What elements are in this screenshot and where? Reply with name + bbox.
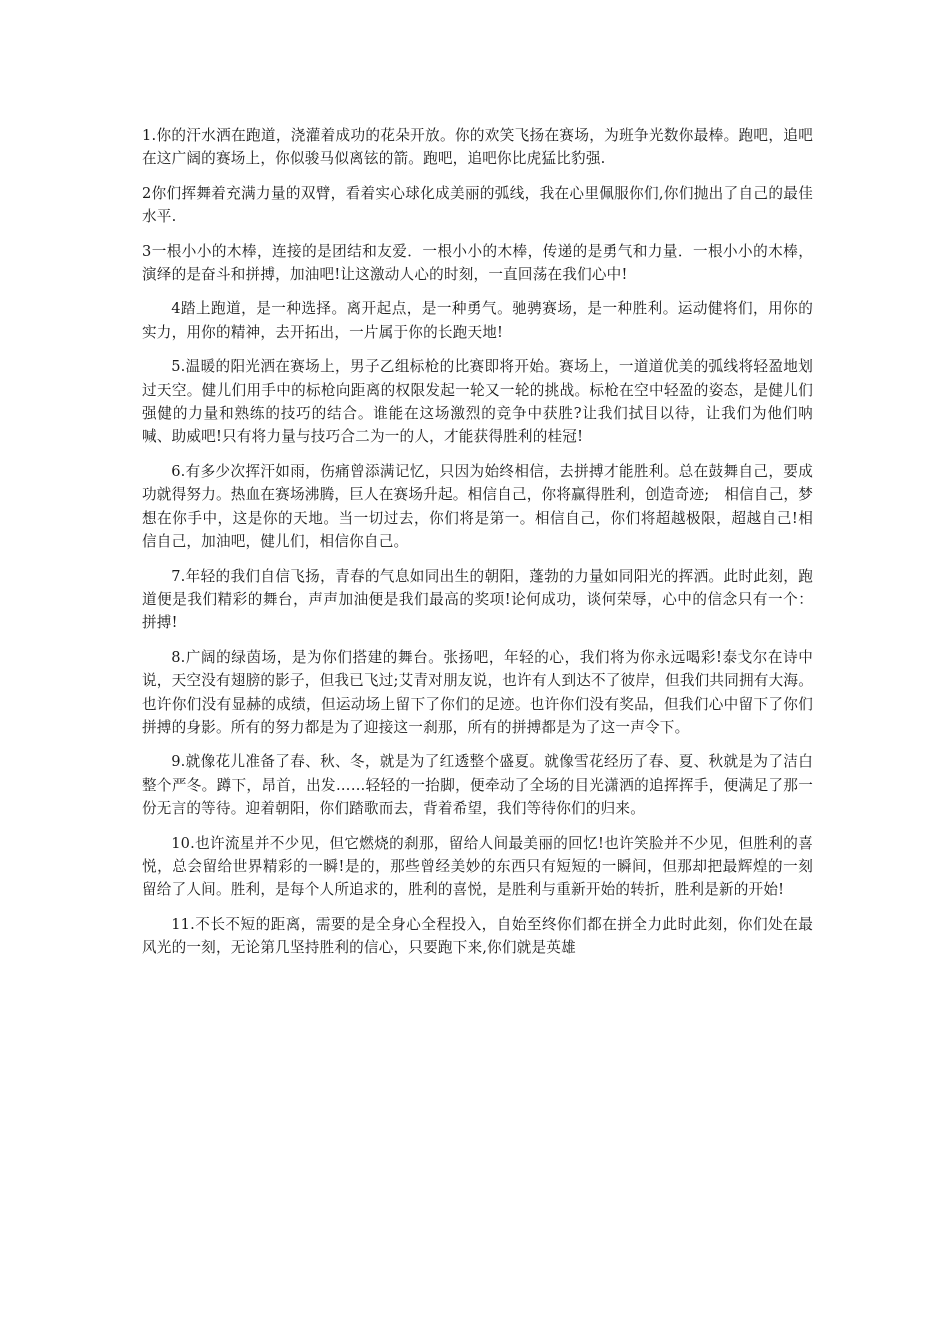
paragraph-5: 5.温暖的阳光洒在赛场上，男子乙组标枪的比赛即将开始。赛场上，一道道优美的弧线将轻盈地划过天空。健儿们用手中的标枪向距离的权限发起一轮又一轮的挑战。标枪在空中轻盈的姿态，是健儿们强健的力量和熟练的技巧的结合。谁能在这场激烈的竞争中获胜?让我们拭目以待，让我们为他们呐喊、助威吧!只有将力量与技巧合二为一的人，才能获得胜利的桂冠! — [142, 358, 813, 446]
paragraph-10: 10.也许流星并不少见，但它燃烧的刹那，留给人间最美丽的回忆!也许笑脸并不少见，但胜利的喜悦，总会留给世界精彩的一瞬!是的，那些曾经美妙的东西只有短短的一瞬间，但那却把最辉煌的一刻留给了人间。胜利，是每个人所追求的，胜利的喜悦，是胜利与重新开始的转折，胜利是新的开始! — [142, 834, 813, 899]
paragraph-6: 6.有多少次挥汗如雨，伤痛曾添满记忆，只因为始终相信，去拼搏才能胜利。总在鼓舞自己，要成功就得努力。热血在赛场沸腾，巨人在赛场升起。相信自己，你将赢得胜利，创造奇迹; 相信自己，梦想在你手中，这是你的天地。当一切过去，你们将是第一。相信自己，你们将超越极限，超越自己!相信自己，加油吧，健儿们，相信你自己。 — [142, 462, 813, 551]
paragraph-8: 8.广阔的绿茵场，是为你们搭建的舞台。张扬吧，年轻的心，我们将为你永远喝彩!泰戈尔在诗中说，天空没有翅膀的影子，但我已飞过;艾青对朋友说，也许有人到达不了彼岸，但我们共同拥有大海。也许你们没有显赫的成绩，但运动场上留下了你们的足迹。也许你们没有奖品，但我们心中留下了你们拼搏的身影。所有的努力都是为了迎接这一刹那，所有的拼搏都是为了这一声令下。 — [142, 648, 813, 736]
paragraph-3: 3一根小小的木棒，连接的是团结和友爱．一根小小的木棒，传递的是勇气和力量．一根小小的木棒，演绎的是奋斗和拼搏，加油吧!让这激动人心的时刻，一直回荡在我们心中! — [142, 242, 813, 284]
paragraph-9: 9.就像花儿准备了春、秋、冬，就是为了红透整个盛夏。就像雪花经历了春、夏、秋就是为了洁白整个严冬。蹲下，昂首，出发……轻轻的一抬脚，便牵动了全场的目光潇洒的追挥挥手，便满足了那一份无言的等待。迎着朝阳，你们踏歌而去，背着希望，我们等待你们的归来。 — [142, 753, 813, 818]
paragraph-7: 7.年轻的我们自信飞扬，青春的气息如同出生的朝阳，蓬勃的力量如同阳光的挥洒。此时此刻，跑道便是我们精彩的舞台，声声加油便是我们最高的奖项!论何成功，谈何荣辱，心中的信念只有一个：拼搏! — [142, 567, 813, 632]
paragraph-2: 2你们挥舞着充满力量的双臂，看着实心球化成美丽的弧线，我在心里佩服你们,你们抛出了自己的最佳水平. — [142, 184, 813, 226]
document-body — [142, 124, 828, 971]
paragraph-11: 11.不长不短的距离，需要的是全身心全程投入，自始至终你们都在拼全力此时此刻，你们处在最风光的一刻，无论第几坚持胜利的信心，只要跑下来,你们就是英雄 — [142, 915, 813, 957]
paragraph-4: 4踏上跑道，是一种选择。离开起点，是一种勇气。驰骋赛场，是一种胜利。运动健将们，用你的实力，用你的精神，去开拓出，一片属于你的长跑天地! — [142, 300, 813, 341]
paragraph-1: 1.你的汗水洒在跑道，浇灌着成功的花朵开放。你的欢笑飞扬在赛场，为班争光数你最棒。跑吧，追吧 在这广阔的赛场上，你似骏马似离铉的箭。跑吧，追吧你比虎猛比豹强. — [142, 127, 828, 168]
